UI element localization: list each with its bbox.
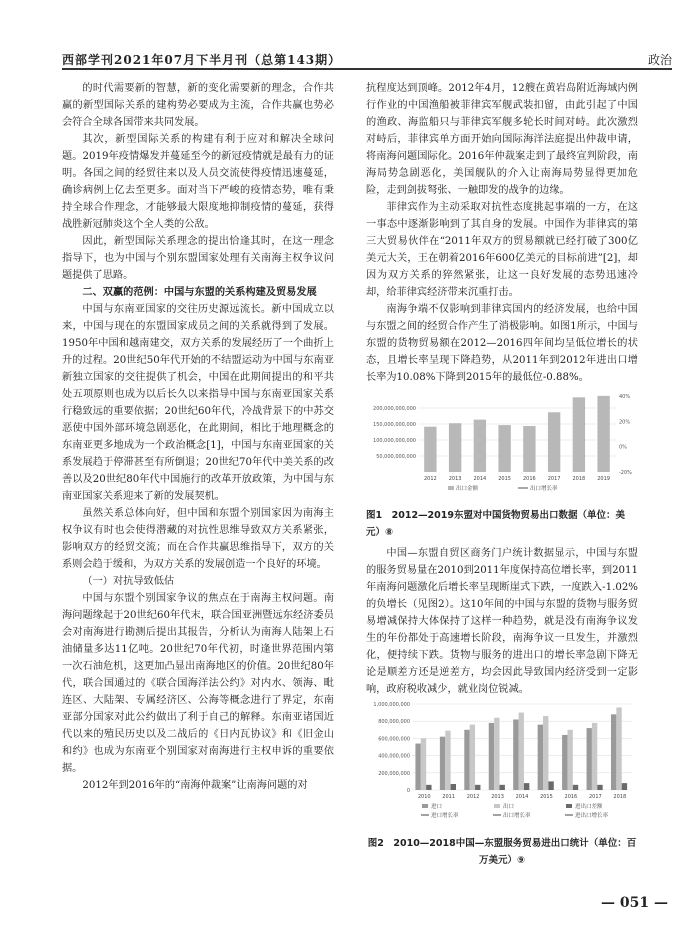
bar: [567, 730, 572, 790]
y-tick-label: 150,000,000,000: [373, 422, 416, 428]
right-column: [366, 80, 638, 873]
y2-tick-label: 0%: [619, 444, 627, 451]
bar: [592, 723, 597, 790]
x-tick-label: 2010: [417, 794, 431, 800]
bar: [470, 725, 475, 790]
bar: [597, 396, 609, 472]
y2-tick-label: 20%: [619, 419, 631, 426]
legend-swatch: [448, 486, 454, 490]
y-tick-label: 50,000,000,000: [376, 454, 416, 460]
figure-2: [366, 698, 638, 869]
section-heading: （一）对抗导致低估: [82, 576, 175, 587]
bar: [548, 781, 553, 790]
legend-swatch: [566, 804, 572, 808]
y-tick-label: 600,000,000: [378, 736, 410, 743]
bar: [573, 397, 585, 472]
bar: [622, 783, 627, 790]
paragraph: 中国—东盟自贸区商务门户统计数据显示，中国与东盟的服务贸易量在2010到2011年度保持高位增长率，到2011年南海问题激化后增长率呈现断崖式下跌，一度跌入-1.02%的负增长（见图2）。这10年间的中国与东盟的货物与服务贸易增减保持大体保持了这样一种趋势，就是没有南海争议发生的年份都处于高速增长阶段，南海争议一旦发生，并激烈化，便持续下跌。货物与服务的进出口的增长率急剧下降无论是顺差方还是逆差方，均会因此导致国内经济受到一定影响，政府税收减少，就业岗位锐减。: [366, 548, 638, 695]
legend-label: 出口增长率: [530, 486, 558, 492]
bar: [440, 737, 445, 790]
bar: [424, 427, 436, 472]
bar: [494, 718, 499, 790]
legend-swatch: [494, 804, 500, 808]
page-header: [62, 46, 672, 70]
x-tick-label: 2013: [448, 476, 462, 482]
bar: [449, 423, 461, 472]
paragraph: 虽然关系总体向好，但中国和东盟个别国家因为南海主权争议有时也会使得潜藏的对抗性思维导致双方关系紧张，影响双方的经贸交流；而在合作共赢思维指导下，双方的关系则会趋于缓和，为双方关系的发展创造一个良好的环境。: [62, 508, 334, 570]
bar: [519, 713, 524, 790]
y-tick-label: 200,000,000: [378, 770, 410, 777]
legend-label: 进出口差额: [575, 804, 603, 810]
paragraph: 2012年到2016年的“南海仲裁案”让南海问题的对: [82, 780, 308, 791]
figure-1-chart: [366, 386, 638, 498]
bar: [548, 412, 560, 472]
figure-2-chart: [366, 698, 638, 826]
x-tick-label: 2015: [540, 794, 553, 800]
bar: [616, 707, 621, 790]
x-tick-label: 2018: [572, 476, 586, 482]
legend-label: 进出口增长率: [575, 813, 609, 819]
bar: [489, 723, 494, 790]
figure-1: [366, 386, 638, 541]
bar: [500, 785, 505, 790]
x-tick-label: 2016: [523, 476, 536, 482]
bar: [415, 744, 420, 790]
figure-2-caption: 图2 2010—2018中国—东盟服务贸易进出口统计（单位：百万美元）⑨: [367, 838, 637, 866]
x-tick-label: 2012: [424, 476, 437, 482]
paragraph: 的时代需要新的智慧，新的变化需要新的理念，合作共赢的新型国际关系的建构势必要成为主流，合作共赢也势必会符合全球各国带来共同发展。: [62, 83, 334, 128]
bar: [474, 420, 486, 472]
x-tick-label: 2015: [498, 476, 511, 482]
bar: [538, 725, 543, 790]
y-tick-label: 200,000,000,000: [373, 406, 416, 412]
x-tick-label: 2016: [564, 794, 578, 800]
y-tick-label: 100,000,000,000: [373, 438, 416, 444]
paragraph: 菲律宾作为主动采取对抗性态度挑起事端的一方，在这一事态中逐渐影响到了其自身的发展。中国作为菲律宾的第三大贸易伙伴在“2011年双方的贸易额就已经打破了300亿美元大关，王在朝着2016年600亿美元的目标前进”[2]，却因为双方关系的猝然紧张，让这一良好发展的态势迅速冷却，给菲律宾经济带来沉重打击。: [366, 202, 638, 298]
y2-tick-label: -20%: [619, 470, 632, 476]
legend-label: 出口金额: [456, 486, 479, 492]
x-tick-label: 2019: [597, 476, 610, 482]
bar: [421, 738, 426, 790]
x-tick-label: 2017: [547, 476, 561, 482]
bar: [464, 730, 469, 790]
x-tick-label: 2018: [613, 794, 627, 800]
x-tick-label: 2014: [473, 476, 487, 482]
section-heading: 二、双赢的范例：中国与东盟的关系构建及贸易发展: [82, 286, 317, 298]
figure-1-caption: 图1 2012—2019东盟对中国货物贸易出口数据（单位：美元）⑧: [366, 510, 625, 538]
bar: [587, 728, 592, 790]
bar: [611, 714, 616, 790]
y-tick-label: 400,000,000: [378, 753, 410, 760]
bar: [597, 785, 602, 790]
legend-label: 出口: [503, 804, 515, 810]
legend-label: 进口增长率: [431, 813, 459, 819]
bar: [524, 783, 529, 790]
y-tick-label: 800,000,000: [378, 719, 410, 726]
bar: [562, 735, 567, 790]
page-number: — 051 —: [601, 895, 668, 911]
bar: [475, 785, 480, 790]
paragraph: 中国与东南亚国家的交往历史源远流长。新中国成立以来，中国与现在的东盟国家成员之间的关系就得到了发展。1950年中国和越南建交，双方关系的发展经历了一个曲折上升的过程。20世纪50年代开始的不结盟运动为中国与东南亚新独立国家的交往提供了机会，中国在此期间提出的和平共处五项原则也成为以后长久以来指导中国与东南亚国家关系行稳致远的重要依据；20世纪60年代，冷战背景下的中苏交恶使中国外部环境急剧恶化，在此期间，相比于地理概念的东南亚更多地成为一个政治概念[1]，中国与东南亚国家的关系发展趋于停滞甚至有所倒退；20世纪70年代中美关系的改善以及20世纪80年代中国施行的改革开放政策，为中国与东南亚国家关系迎来了新的发展契机。: [62, 304, 334, 502]
bar: [543, 716, 548, 790]
x-tick-label: 2017: [588, 794, 602, 800]
journal-title: 西部学刊2021年07月下半月刊（总第143期）: [62, 53, 342, 67]
paragraph: 其次，新型国际关系的构建有利于应对和解决全球问题。2019年疫情爆发并蔓延至今的新冠疫情就是最有力的证明。各国之间的经贸往来以及人员交流使得疫情迅速蔓延，确诊病例上亿去至更多。面对当下严峻的疫情态势，唯有秉持全球合作理念，才能够最大限度地抑制疫情的蔓延，获得战胜新冠肺炎这个全人类的公敌。: [62, 134, 334, 230]
bar: [498, 425, 510, 472]
x-tick-label: 2012: [466, 794, 480, 800]
legend-swatch: [422, 804, 428, 808]
y-tick-label: 1,000,000,000: [373, 702, 410, 708]
paragraph: 中国与东盟个别国家争议的焦点在于南海主权问题。南海问题缘起于20世纪60年代末，联合国亚洲暨远东经济委员会对南海进行勘测后提出其报告，分析认为南海人陆架上石油储量多达11亿吨。20世纪70年代初，时逢世界范围内第一次石油危机，这更加凸显出南海地区的价值。20世纪80年代，联合国通过的《联合国海洋法公约》对内水、领海、毗连区、大陆架、专属经济区、公海等概念进行了界定，东南亚部分国家对此公约做出了利于自己的解释。东南亚诸国近代以来的殖民历史以及二战后的《日内瓦协议》和《旧金山和约》也成为东南亚个别国家对南海进行主权申诉的重要依据。: [62, 593, 334, 774]
y2-tick-label: 40%: [619, 394, 631, 400]
x-tick-label: 2014: [515, 794, 529, 800]
paragraph: 南海争端不仅影响到菲律宾国内的经济发展，也给中国与东盟之间的经贸合作产生了消极影响。如图1所示，中国与东盟的货物贸易额在2012—2016四年间均呈低位增长的状态，且增长率呈现下降趋势，从2011年到2012年进出口增长率为10.08%下降到2015年的最低位-0.88%。: [366, 304, 638, 383]
x-tick-label: 2013: [491, 794, 504, 800]
paragraph: 因此，新型国际关系理念的提出恰逢其时，在这一理念指导下，也为中国与个别东盟国家处理有关南海主权争议问题提供了思路。: [62, 236, 334, 281]
bar: [513, 719, 518, 790]
paragraph: 抗程度达到顶峰。2012年4月，12艘在黄岩岛附近海域内例行作业的中国渔船被菲律宾军舰武装扣留，由此引起了中国的渔政、海监船只与菲律宾军舰多轮长时间对峙。此次激烈对峙后，菲律宾单方面开始向国际海洋法庭提出仲裁申请，将南海问题国际化。2016年仲裁案走到了最终宣判阶段，南海局势急剧恶化，美国舰队的介入让南海局势显得更加危险，走到剑拔弩张、一触即发的战争的边缘。: [366, 83, 638, 196]
bar: [426, 785, 431, 790]
section-label: 政治: [647, 53, 672, 67]
legend-label: 进口: [431, 804, 443, 810]
bar: [573, 785, 578, 790]
bar: [451, 784, 456, 790]
bar: [445, 731, 450, 790]
bar: [523, 426, 535, 472]
left-column: [62, 80, 334, 794]
legend-label: 出口增长率: [503, 813, 531, 819]
x-tick-label: 2011: [442, 794, 456, 800]
y-tick-label: 0: [406, 788, 410, 794]
